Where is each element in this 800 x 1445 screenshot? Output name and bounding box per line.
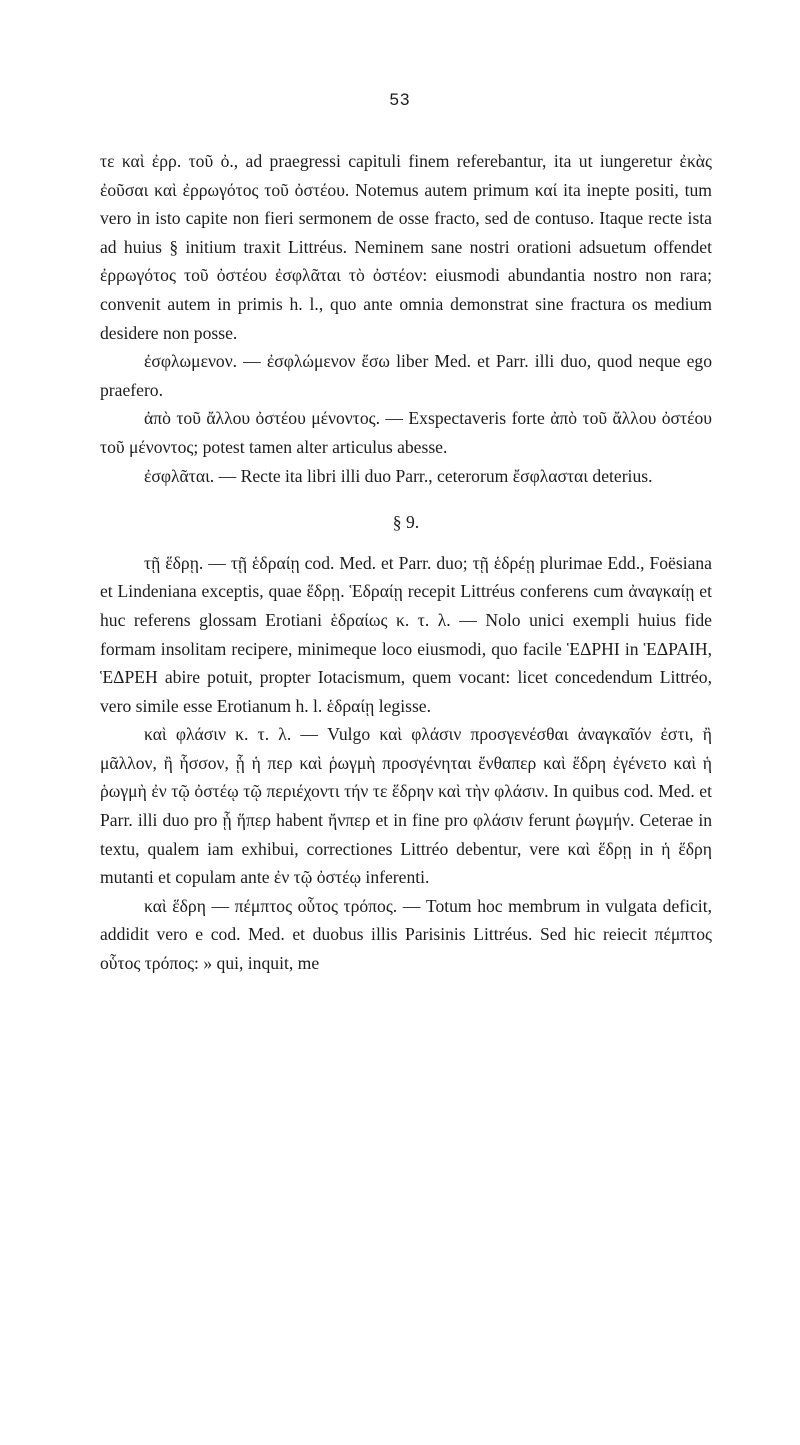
paragraph-7: καὶ ἕδρη — πέμπτος οὗτος τρόπος. — Totum hoc membrum in vulgata deficit, addidit vero e cod. Med. et duobus illis Parisinis Littréus. Sed hic reiecit πέμπτος οὗτος τρόπος: » qui, inquit, me — [100, 895, 712, 974]
page-number: 53 — [389, 90, 411, 109]
paragraph-5: τῇ ἕδρῃ. — τῇ ἑδραίῃ cod. Med. et Parr. duo; τῇ ἑδρέῃ plurimae Edd., Foësiana et Lindeniana exceptis, quae ἕδρῃ. Ἑδραίῃ recepit Littréus conferens cum ἀναγκαίῃ et huc referens glossam Erotiani ἑδραίως κ. τ. λ. — Nolo unici exempli huius fide formam insolitam recipere, minimeque loco eiusmodi, quo facile ἙΔΡΗΙ in ἙΔΡΑΙΗ, ἙΔΡΕΗ abire potuit, propter Iotacismum, quem vocant: licet concedendum Littréo, vero simile esse Erotianum h. l. ἑδραίῃ legisse. — [100, 552, 712, 716]
paragraph-2: ἐσφλωμενον. — ἐσφλώμενον ἔσω liber Med. et Parr. illi duo, quod neque ego praefero. — [100, 351, 712, 400]
paragraph-1: τε καὶ ἐρρ. τοῦ ὀ., ad praegressi capituli finem referebantur, ita ut iungeretur ἐκὰς ἐοῦσαι καὶ ἐρρωγότος τοῦ ὀστέου. Notemus autem primum καί ita inepte positi, tum vero in isto capite non fieri sermonem de osse fracto, sed de contuso. Itaque recte ista ad huius § initium traxit Littréus. Neminem sane nostri orationi adsuetum offendet ἐρρωγότος τοῦ ὀστέου ἐσφλᾶται τὸ ὀστέον: eiusmodi abundantia nostro non rara; convenit autem in primis h. l., quo ante omnia demonstrat sine fractura os medium desidere non posse. — [100, 151, 712, 343]
body-text — [100, 147, 712, 978]
section-heading: § 9. — [392, 512, 420, 533]
paragraph-6: καὶ φλάσιν κ. τ. λ. — Vulgo καὶ φλάσιν προσγενέσθαι ἀναγκαῖόν ἐστι, ἢ μᾶλλον, ἢ ἧσσον, ᾗ ἡ περ καὶ ῥωγμὴ προσγένηται ἔνθαπερ καὶ ἕδρη ἐγένετο καὶ ἡ ῥωγμὴ ἐν τῷ ὀστέῳ τῷ περιέχοντι τήν τε ἕδρην καὶ τὴν φλάσιν. In quibus cod. Med. et Parr. illi duo pro ᾗ ἥπερ habent ἤνπερ et in fine pro φλάσιν ferunt ῥωγμήν. Ceterae in textu, qualem iam exhibui, correctiones Littréo debentur, vere καὶ ἕδρῃ in ἡ ἕδρη mutanti et copulam ante ἐν τῷ ὀστέῳ inferenti. — [100, 724, 712, 888]
paragraph-4: ἐσφλᾶται. — Recte ita libri illi duo Parr., ceterorum ἔσφλασται deterius. — [144, 465, 653, 486]
paragraph-3: ἀπὸ τοῦ ἄλλου ὀστέου μένοντος. — Exspectaveris forte ἀπὸ τοῦ ἄλλου ὀστέου τοῦ μένοντος; potest tamen alter articulus abesse. — [100, 408, 712, 457]
